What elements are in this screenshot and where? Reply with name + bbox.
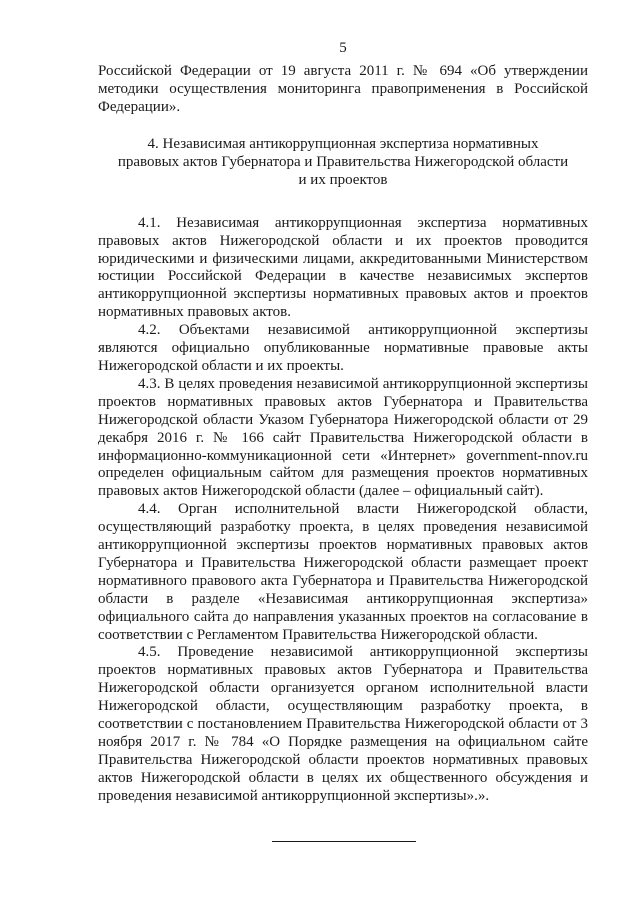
intro-paragraph: Российской Федерации от 19 августа 2011 г. № 694 «Об утверждении методики осуществления мониторинга правоприменения в Российской Федерации». xyxy=(98,63,588,115)
end-of-document-line xyxy=(272,841,416,842)
section-title-line-3: и их проектов xyxy=(298,171,388,188)
paragraph-4-4: 4.4. Орган исполнительной власти Нижегородской области, осуществляющий разработку проекта, в целях проведения независимой антикоррупционной экспертизы проектов нормативных правовых актов Губернатора и Правительства Нижегородской области размещает проект нормативного правового акта Губернатора и Правительства Нижегородской области в разделе «Независимая антикоррупционная экспертиза» официального сайта до направления указанных проектов на согласование в соответствии с Регламентом Правительства Нижегородской области. xyxy=(98,501,588,643)
page-number: 5 xyxy=(339,40,347,56)
section-title xyxy=(98,135,588,189)
section-title-line-1: 4. Независимая антикоррупционная экспертиза нормативных xyxy=(147,135,539,152)
section-title-line-2: правовых актов Губернатора и Правительства Нижегородской области xyxy=(117,153,569,170)
paragraph-4-1: 4.1. Независимая антикоррупционная экспертиза нормативных правовых актов Нижегородской области и их проектов проводится юридическими и физическими лицами, аккредитованными Министерством юстиции Российской Федерации в качестве независимых экспертов антикоррупционной экспертизы нормативных правовых актов и проектов нормативных правовых актов. xyxy=(98,214,588,321)
paragraph-4-3: 4.3. В целях проведения независимой антикоррупционной экспертизы проектов нормативных правовых актов Губернатора и Правительства Нижегородской области Указом Губернатора Нижегородской области от 29 декабря 2016 г. № 166 сайт Правительства Нижегородской области в информационно-коммуникационной сети «Интернет» government-nnov.ru определен официальным сайтом для размещения проектов нормативных правовых актов Нижегородской области (далее – официальный сайт). xyxy=(98,375,588,500)
paragraph-4-2: 4.2. Объектами независимой антикоррупционной экспертизы являются официально опубликованные нормативные правовые акты Нижегородской области и их проекты. xyxy=(98,322,588,374)
paragraph-4-5: 4.5. Проведение независимой антикоррупционной экспертизы проектов нормативных правовых актов Губернатора и Правительства Нижегородской области организуется органом исполнительной власти Нижегородской области, осуществляющим разработку проекта, в соответствии с постановлением Правительства Нижегородской области от 3 ноября 2017 г. № 784 «О Порядке размещения на официальном сайте Правительства Нижегородской области проектов нормативных правовых актов Нижегородской области в целях их общественного обсуждения и проведения независимой антикоррупционной экспертизы».». xyxy=(98,644,588,804)
